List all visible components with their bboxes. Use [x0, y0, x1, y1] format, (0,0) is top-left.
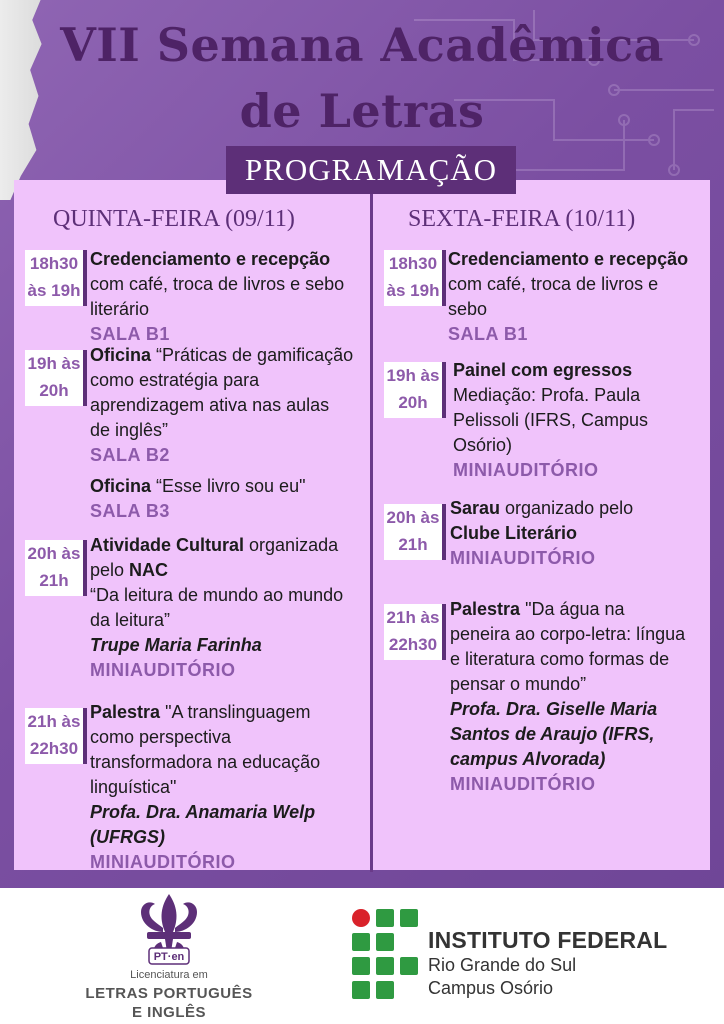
time-start: 20h às	[27, 544, 81, 563]
time-badge	[25, 350, 87, 406]
time-end: às 19h	[386, 281, 440, 300]
event-title: Oficina	[90, 476, 152, 496]
event-desc: com café, troca de livros e	[448, 274, 659, 294]
event-room: SALA B1	[90, 324, 170, 344]
event-desc: e literatura como formas de	[450, 649, 670, 669]
event-desc: “Da leitura de mundo ao mundo	[90, 585, 344, 605]
event-speaker: Profa. Dra. Anamaria Welp	[90, 802, 316, 822]
column-divider	[370, 192, 373, 872]
event-room: MINIAUDITÓRIO	[450, 774, 596, 794]
event-title: Credenciamento e recepção	[90, 249, 331, 269]
event-room: SALA B2	[90, 445, 170, 465]
event-sarau	[450, 496, 633, 571]
event-desc: pensar o mundo”	[450, 674, 587, 694]
programacao-banner: PROGRAMAÇÃO	[226, 146, 516, 194]
time-start: 18h30	[29, 254, 79, 273]
time-end: 21h	[39, 571, 69, 590]
event-title: Palestra	[90, 702, 161, 722]
event-org: Clube Literário	[450, 523, 578, 543]
event-desc: Pelissoli (IFRS, Campus	[453, 410, 649, 430]
event-desc: linguística"	[90, 777, 177, 797]
if-state: Rio Grande do Sul	[428, 955, 577, 975]
letras-course-logo	[84, 888, 254, 1024]
event-desc: organizada	[244, 535, 339, 555]
thursday-heading: QUINTA-FEIRA (09/11)	[53, 206, 295, 232]
event-title: Atividade Cultural	[90, 535, 245, 555]
event-title: Painel com egressos	[453, 360, 633, 380]
logo-course-name-line2: E INGLÊS	[131, 1004, 206, 1021]
time-end: 20h	[398, 393, 428, 412]
event-desc: organizado pelo	[500, 498, 634, 518]
event-credenciamento-fri	[448, 247, 688, 347]
event-atividade-cultural	[90, 533, 343, 683]
event-room: MINIAUDITÓRIO	[90, 660, 236, 680]
event-speaker: Santos de Araujo (IFRS,	[450, 724, 655, 744]
event-room: SALA B1	[448, 324, 528, 344]
time-end: 20h	[39, 381, 69, 400]
time-start: 19h às	[386, 366, 440, 385]
time-end: 22h30	[29, 739, 79, 758]
event-desc: "A translinguagem	[160, 702, 311, 722]
if-campus: Campus Osório	[428, 978, 554, 998]
event-title: Palestra	[450, 599, 521, 619]
event-desc: "Da água na	[520, 599, 625, 619]
friday-heading: SEXTA-FEIRA (10/11)	[408, 206, 636, 232]
event-palestra-thu	[90, 700, 320, 875]
time-badge	[25, 540, 87, 596]
event-desc: peneira ao corpo-letra: língua	[450, 624, 686, 644]
time-start: 18h30	[388, 254, 438, 273]
event-room: MINIAUDITÓRIO	[450, 548, 596, 568]
event-desc: com café, troca de livros e sebo	[90, 274, 345, 294]
event-desc: como perspectiva	[90, 727, 232, 747]
instituto-federal-logo-icon	[352, 909, 418, 999]
if-name: INSTITUTO FEDERAL	[428, 927, 668, 953]
time-badge	[384, 250, 446, 306]
event-title: Sarau	[450, 498, 501, 518]
time-badge	[384, 504, 446, 560]
event-desc: pelo	[90, 560, 130, 580]
event-room: MINIAUDITÓRIO	[90, 852, 236, 872]
event-desc: “Esse livro sou eu"	[151, 476, 306, 496]
event-desc: literário	[90, 299, 150, 319]
event-desc: transformadora na educação	[90, 752, 321, 772]
event-room: MINIAUDITÓRIO	[453, 460, 599, 480]
time-end: 22h30	[388, 635, 438, 654]
event-room: SALA B3	[90, 501, 170, 521]
event-title: Credenciamento e recepção	[448, 249, 689, 269]
event-painel-egressos	[453, 358, 648, 483]
page-title-line2: de Letras	[239, 84, 485, 138]
event-speaker: Trupe Maria Farinha	[90, 635, 262, 655]
event-desc: “Práticas de gamificação	[151, 345, 354, 365]
time-badge	[384, 604, 446, 660]
event-title: Oficina	[90, 345, 152, 365]
event-oficina-thu	[90, 343, 353, 524]
instituto-federal-wordmark	[428, 926, 667, 1000]
logo-course-name	[84, 984, 254, 1022]
time-badge	[25, 250, 87, 306]
event-org: NAC	[129, 560, 169, 580]
event-desc: da leitura”	[90, 610, 171, 630]
event-speaker: (UFRGS)	[90, 827, 165, 847]
time-start: 21h às	[27, 712, 81, 731]
logo-badge-text: PT·en	[153, 951, 185, 963]
event-credenciamento-thu	[90, 247, 344, 347]
event-desc: Osório)	[453, 435, 513, 455]
event-desc: aprendizagem ativa nas aulas	[90, 395, 330, 415]
time-start: 19h às	[27, 354, 81, 373]
time-end: 21h	[398, 535, 428, 554]
logo-caption: Licenciatura em	[130, 969, 208, 981]
event-desc: de inglês”	[90, 420, 169, 440]
time-start: 20h às	[386, 508, 440, 527]
event-desc: Mediação: Profa. Paula	[453, 385, 641, 405]
event-desc: sebo	[448, 299, 488, 319]
time-start: 21h às	[386, 608, 440, 627]
logo-course-name-line1: LETRAS PORTUGUÊS	[85, 985, 253, 1002]
time-end: às 19h	[27, 281, 81, 300]
event-speaker: campus Alvorada)	[450, 749, 606, 769]
page-title-line1: VII Semana Acadêmica	[60, 18, 664, 72]
event-desc: como estratégia para	[90, 370, 260, 390]
time-badge	[25, 708, 87, 764]
event-speaker: Profa. Dra. Giselle Maria	[450, 699, 658, 719]
event-palestra-fri	[450, 597, 685, 797]
time-badge	[384, 362, 446, 418]
